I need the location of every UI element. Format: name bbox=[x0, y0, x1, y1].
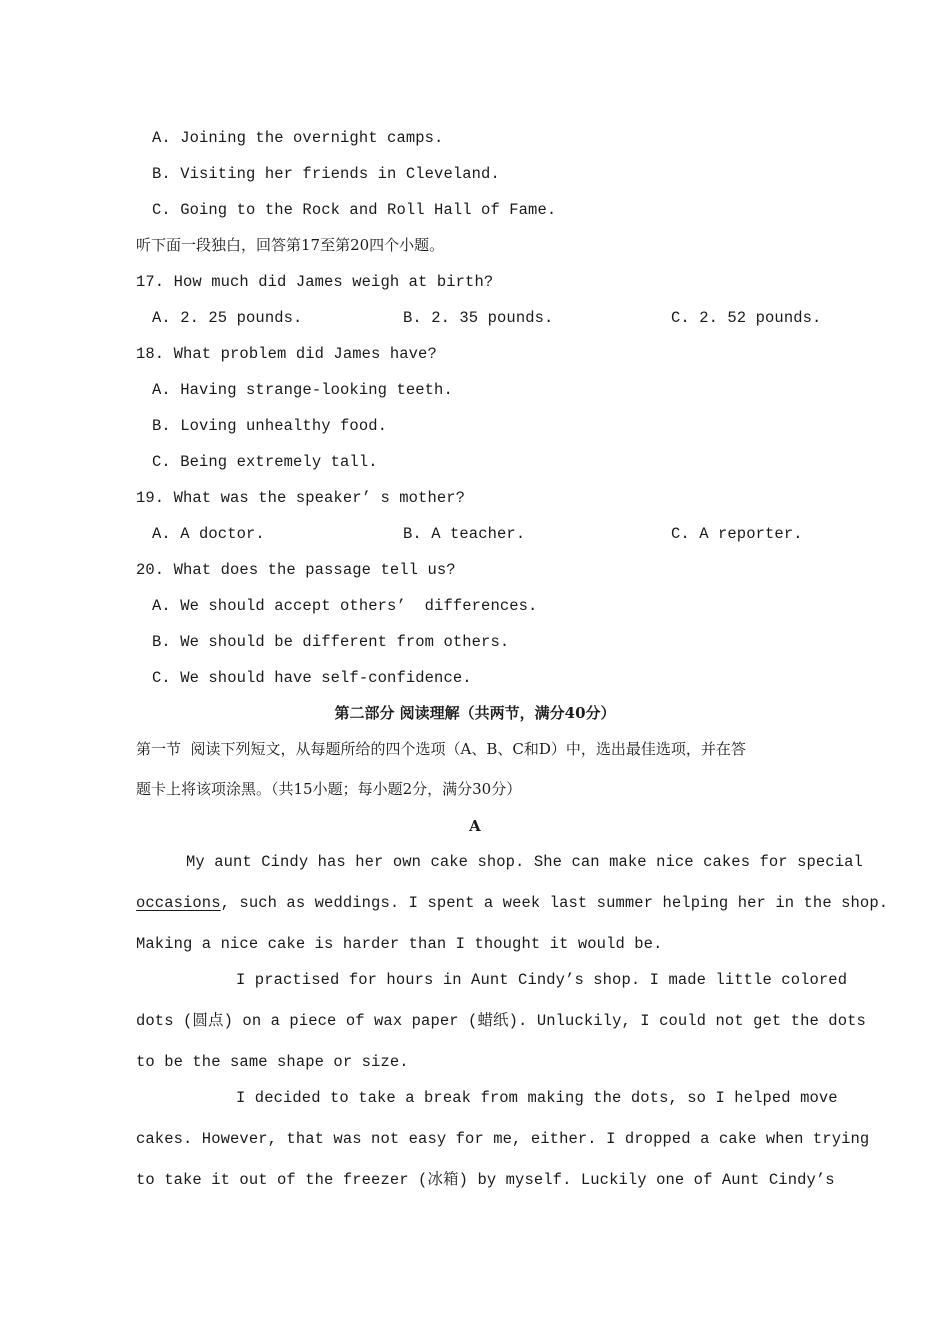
section1-instruction-line2: 题卡上将该项涂黑。（共15小题；每小题2分，满分30分） bbox=[136, 780, 522, 798]
underlined-word-occasions: occasions bbox=[136, 894, 221, 912]
section1-instruction-line1: 第一节 阅读下列短文，从每题所给的四个选项（A、B、C和D）中，选出最佳选项，并在答 bbox=[136, 740, 746, 758]
passage-p3-line1: I decided to take a break from making the dots, so I helped move bbox=[236, 1089, 838, 1107]
passage-p1-line1: My aunt Cindy has her own cake shop. She can make nice cakes for special bbox=[186, 853, 863, 871]
passage-label: A bbox=[469, 817, 481, 835]
q17-question: 17. How much did James weigh at birth? bbox=[136, 273, 494, 291]
part2-title: 第二部分 阅读理解（共两节，满分40分） bbox=[334, 704, 616, 722]
q16-option-c: C. Going to the Rock and Roll Hall of Fame. bbox=[152, 201, 557, 219]
q16-option-b: B. Visiting her friends in Cleveland. bbox=[152, 165, 500, 183]
q18-option-b: B. Loving unhealthy food. bbox=[152, 417, 388, 435]
q17-option-c: C. 2. 52 pounds. bbox=[671, 309, 822, 327]
q20-option-a: A. We should accept others’ differences. bbox=[152, 597, 538, 615]
q19-option-b: B. A teacher. bbox=[403, 525, 526, 543]
passage-p2-line2: dots (圆点) on a piece of wax paper (蜡纸). Unluckily, I could not get the dots bbox=[136, 1012, 866, 1030]
q16-option-a: A. Joining the overnight camps. bbox=[152, 129, 444, 147]
q18-question: 18. What problem did James have? bbox=[136, 345, 437, 363]
q19-question: 19. What was the speaker’ s mother? bbox=[136, 489, 466, 507]
passage-p2-line1: I practised for hours in Aunt Cindy’s shop. I made little colored bbox=[236, 971, 848, 989]
passage-p1-line2 bbox=[136, 893, 888, 913]
q20-option-b: B. We should be different from others. bbox=[152, 633, 510, 651]
passage-p1-line2-rest: , such as weddings. I spent a week last summer helping her in the shop. bbox=[220, 894, 889, 912]
q17-option-b: B. 2. 35 pounds. bbox=[403, 309, 554, 327]
q20-option-c: C. We should have self-confidence. bbox=[152, 669, 472, 687]
passage-p2-line3: to be the same shape or size. bbox=[136, 1053, 409, 1071]
monologue-instruction: 听下面一段独白，回答第17至第20四个小题。 bbox=[136, 236, 445, 254]
q19-option-a: A. A doctor. bbox=[152, 525, 265, 543]
q18-option-c: C. Being extremely tall. bbox=[152, 453, 378, 471]
passage-p3-line2: cakes. However, that was not easy for me, either. I dropped a cake when trying bbox=[136, 1130, 870, 1148]
q19-option-c: C. A reporter. bbox=[671, 525, 803, 543]
q17-option-a: A. 2. 25 pounds. bbox=[152, 309, 303, 327]
passage-p1-line3: Making a nice cake is harder than I thought it would be. bbox=[136, 935, 663, 953]
q20-question: 20. What does the passage tell us? bbox=[136, 561, 456, 579]
q18-option-a: A. Having strange-looking teeth. bbox=[152, 381, 453, 399]
passage-p3-line3: to take it out of the freezer (冰箱) by myself. Luckily one of Aunt Cindy’s bbox=[136, 1171, 835, 1189]
